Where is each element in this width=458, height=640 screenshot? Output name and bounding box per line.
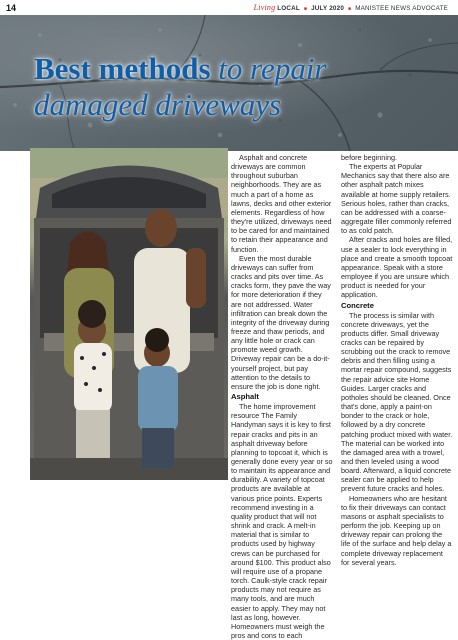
article-column-1 bbox=[231, 153, 334, 640]
article-paragraph: The experts at Popular Mechanics say that there also are other asphalt patch mixes available at home supply retailers. Serious holes, rather than cracks, can be addressed with a coarse-aggregate filler commonly referred to as cold patch. bbox=[341, 162, 452, 236]
running-head bbox=[254, 3, 448, 12]
publication-name: MANISTEE NEWS ADVOCATE bbox=[355, 5, 448, 12]
section-label: LOCAL bbox=[277, 5, 300, 12]
brand-label: Living bbox=[253, 3, 276, 12]
family-photo bbox=[30, 148, 228, 480]
subhead-asphalt: Asphalt bbox=[231, 392, 259, 402]
article-paragraph: before beginning. bbox=[341, 153, 398, 162]
article-paragraph: Homeowners who are hesitant to fix their driveways can contact masons or asphalt specialists to perform the job. Keeping up on driveway repair can prolong the life of the surface and help delay a complete driveway replacement for several years. bbox=[341, 493, 452, 567]
article-paragraph: The process is similar with concrete driveways, yet the products differ. Small driveway cracks can be repaired by scrubbing out the crack to remove debris and then filling using a mortar repair compound, suggests the repair advice site Home Guides. Larger cracks and potholes should be cleaned. Once that's done, apply a paint-on bonder to the crack or hole, followed by a dry concrete patching product mixed with water. The material can be worked into the damaged area with a trowel, and then leveled using a wood board. Afterward, a liquid concrete sealer can be applied to help prevent future cracks and holes. bbox=[341, 310, 453, 494]
article-paragraph: Asphalt and concrete driveways are common throughout suburban neighborhoods. They are as much a part of a home as lawns, decks and other exterior elements. Regardless of how they're utilized, driveways need to be cared for and maintained to retain their appearance and function. bbox=[231, 153, 332, 254]
headline bbox=[34, 53, 327, 123]
article-paragraph: The home improvement resource The Family Handyman says it is key to first repair cracks and pits in an asphalt driveway before planning to topcoat it, which is generally done every year or so to maintain its appearance and durability. A variety of topcoat products are available at various price points. Experts recommend investing in a quality product that will not shrink and crack. A melt-in material that is similar to products used by highway crews can be purchased for around $100. This product also will require use of a propane torch. Caulk-style crack repair products may not require as many tools, and are much easier to apply. They may not last as long, however. Homeowners must weigh the pros and cons to each bbox=[231, 402, 333, 640]
driveway-texture-image bbox=[0, 15, 458, 151]
separator-icon: ■ bbox=[348, 6, 352, 12]
headline-line-2: damaged driveways bbox=[34, 86, 282, 122]
article-column-2 bbox=[341, 153, 453, 567]
separator-icon: ■ bbox=[303, 6, 308, 12]
page-number: 14 bbox=[6, 3, 17, 13]
family-car-illustration bbox=[30, 148, 228, 480]
subhead-concrete: Concrete bbox=[341, 300, 374, 310]
article-paragraph: After cracks and holes are filled, use a sealer to lock everything in place and create a smooth topcoat appearance. Speak with a store employee if you are unsure which product is needed for your application. bbox=[341, 235, 453, 300]
article-paragraph: Even the most durable driveways can suffer from cracks and pits over time. As cracks form, they pave the way for more deterioration if they are not addressed. Water infiltration can break down the integrity of the driveway during freeze and thaw periods, and any little hole or crack can promote weed growth. Driveway repair can be a do-it-yourself project, but pay attention to the details to ensure the job is done right. bbox=[231, 253, 331, 391]
headline-bold: Best methods bbox=[34, 51, 211, 86]
headline-italic: to repair bbox=[218, 51, 327, 86]
headline-line-1 bbox=[34, 53, 327, 86]
issue-date: JULY 2020 bbox=[311, 5, 345, 12]
